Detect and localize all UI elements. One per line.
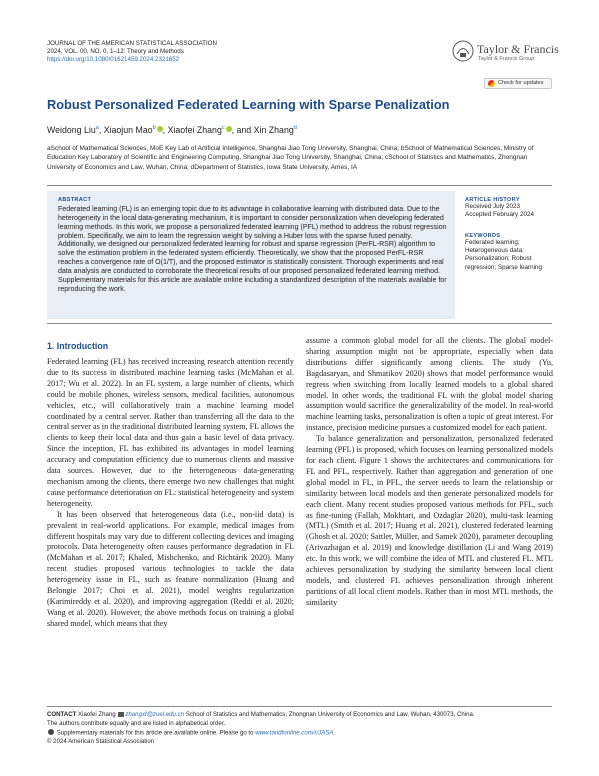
author-note: The authors contribute equally and are listed in alphabetical order. <box>47 720 226 727</box>
keywords-text: Federated learning; Heterogeneous data; Personalization; Robust regression; Sparse learning <box>465 239 543 271</box>
orcid-icon[interactable] <box>157 126 163 132</box>
doi-link[interactable]: https://doi.org/10.1080/01621459.2024.2321652 <box>47 56 180 63</box>
contact-label: CONTACT <box>47 711 77 718</box>
left-column <box>47 357 294 630</box>
author-affil-mark: c <box>221 125 225 132</box>
section-heading: 1. Introduction <box>47 341 109 351</box>
paragraph: It has been observed that heterogeneous data (i.e., non-iid data) is prevalent in real-world applications. For example, medical images from different hospitals may vary due to different collecting devices and imaging protocols. Data heterogeneity often causes performance degradation in FL (McMahan et al. 2017; Khaled, Mishchenko, and Richtárik 2020). Many recent studies proposed various technologies to tackle the data heterogeneity issue in FL, such as feature normalization (Huang and Belongie 2017; Choi et al. 2021), model weights regularization (Karimireddy et al. 2020), and improving aggregation (Reddi et al. 2020; Wang et al. 2020). However, the above methods focus on training a global shared model, which means that they <box>47 509 294 628</box>
journal-volume: 2024, VOL. 00, NO. 0, 1–12: Theory and Methods <box>47 48 184 55</box>
check-updates-label: Check for updates <box>498 80 544 86</box>
supplementary-icon <box>48 729 54 735</box>
journal-header <box>47 40 217 64</box>
received-date: Received July 2023 <box>465 203 520 210</box>
author-affil-mark: a <box>95 125 99 132</box>
paragraph: assume a common global model for all the clients. The global model-sharing assumption might not be appropriate, especially when data distributions differ significantly among clients. The study (Yu, Bagdasaryan, and Shmatikov 2020) shows that model performance would regress when switching from locally learned models to a global shared model. In other words, the traditional FL with the global model sharing assumption would sacrifice the generalizability of the model. In real-world machine learning tasks, personalization is often a topic of great interest. For instance, precision medicine pursues a customized model for each patient. <box>306 336 553 433</box>
paragraph: To balance generalization and personalization, personalized federated learning (PFL) is proposed, which focuses on learning personalized models for each client. Figure 1 shows the architectures and communications for FL and PFL, respectively. Rather than aggregation and generation of one global model in FL, in PFL, the server needs to learn the relationship or similarity between local models and then generate personalized models for each client. Many recent studies proposed various methods for PFL, such as fine-tuning (Fallah, Mokhtari, and Ozdaglar 2020), multi-task learning (MTL) (Smith et al. 2017; Huang et al. 2021), clustered federated learning (Ghosh et al. 2020; Sattler, Müller, and Samek 2020), parameter decoupling (Arivazhagan et al. 2019) and knowledge distillation (Li and Wang 2019) etc. In this work, we will combine the idea of MTL and clustered FL. MTL achieves personalization by studying the similarity between local client models, and clustered FL achieves personalization through inherent partitions of all local client models. Rather than in most MTL methods, the similarity <box>306 434 553 607</box>
keywords-heading: KEYWORDS <box>465 233 501 239</box>
right-column <box>306 336 553 609</box>
crossmark-icon <box>488 80 495 87</box>
author-affil-mark: b <box>152 125 156 132</box>
author-name: Xiaojun Mao <box>103 125 153 135</box>
keywords <box>465 233 557 272</box>
paragraph: Federated learning (FL) has received increasing research attention recently due to its success in distributed machine learning tasks (McMahan et al. 2017; Wu et al. 2022). In an FL system, a large number of clients, which could be mobile phones, wireless sensors, medical facilities, autonomous vehicles, etc., will collaboratively train a machine learning model coordinated by a central server. Rather than transferring all the data to the central server as in the traditional distributed learning system, FL allows the clients to keep their local data and thus gain a basic level of data privacy. Since the inception, FL has exhibited its advantages in model learning accuracy and computation efficiency due to numerous clients and massive data sources. However, due to the heterogeneous data-generating mechanism among the clients, there emerge two new challenges that might cause performance deterioration on FL: statistical heterogeneity and system heterogeneity. <box>47 357 294 508</box>
taylor-francis-icon <box>452 40 474 62</box>
history-heading: ARTICLE HISTORY <box>465 197 520 203</box>
contact-line <box>47 711 557 719</box>
accepted-date: Accepted February 2024 <box>465 211 534 219</box>
article-history <box>465 197 557 219</box>
author-affil-mark: d <box>293 125 297 132</box>
publisher-logo <box>452 40 562 66</box>
supp-link[interactable]: www.tandfonline.com/r/JASA. <box>255 729 336 737</box>
journal-name: JOURNAL OF THE AMERICAN STATISTICAL ASSOCIATION <box>47 40 217 47</box>
author-name: Weidong Liu <box>47 125 96 135</box>
publisher-name: Taylor & Francis <box>477 42 559 56</box>
contact-email[interactable]: zhangxf@zuel.edu.cn <box>125 711 185 718</box>
divider <box>47 185 552 186</box>
publisher-subname: Taylor & Francis Group <box>478 56 535 62</box>
divider <box>47 323 552 324</box>
affiliations: aSchool of Mathematical Sciences, MoE Key Lab of Artificial Intelligence, Shanghai Jiao Tong University, Shanghai, China; bSchool of Mathematical Sciences, Ministry of Education Key Laboratory of Scientific and Engineering Computing, Shanghai Jiao Tong University, Shanghai, China; cSchool of Statistics and Mathematics, Zhongnan University of Economics and Law, Wuhan, China; dDepartment of Statistics, Iowa State University, Ames, IA <box>47 145 534 171</box>
email-icon <box>118 712 124 717</box>
copyright: © 2024 American Statistical Association <box>47 738 155 745</box>
supplementary-note <box>47 729 335 738</box>
author-list: Weidong Liu$^a$, Xiaojun Mao$^b$ , Xiaofei Zhang$^c$ , and Xin Zhang$^d$ <box>47 125 297 135</box>
abstract-text: Federated learning (FL) is an emerging topic due to its advantage in collaborative learning with distributed data. Due to the heterogeneity in the local data-generating mechanism, it is important to consider personalization when developing federated learning methods. In this work, we propose a personalized federated learning (PFL) method to address the robust regression problem. Specifically, we aim to learn the regression weight by solving a Huber loss with the sparse fused penalty. Additionally, we designed our personalized federated learning for robust and sparse regression (PerFL-RSR) algorithm to solve the estimation problem in the federated system efficiently. Theoretically, we show that the proposed PerFL-RSR reaches a convergence rate of O(1/T), and the proposed estimator is statistically consistent. Thorough experiments and real data analysis are conducted to corroborate the theoretical results of our proposed personalized federated learning method. Supplementary materials for this article are available online including a standardized description of the materials available for reproducing the work. <box>58 206 447 293</box>
contact-name: Xiaofei Zhang <box>78 711 116 718</box>
footer-divider <box>47 706 552 707</box>
supp-text: Supplementary materials for this article are available online. Please go to <box>56 729 254 737</box>
contact-address: School of Statistics and Mathematics, Zhongnan University of Economics and Law, Wuhan, 430073, China. <box>185 711 475 718</box>
abstract-heading: ABSTRACT <box>58 197 92 203</box>
check-updates-button[interactable] <box>484 78 552 89</box>
orcid-icon[interactable] <box>226 126 232 132</box>
author-name: Xin Zhang <box>253 125 294 135</box>
article-title: Robust Personalized Federated Learning with Sparse Penalization <box>47 97 450 112</box>
author-name: Xiaofei Zhang <box>167 125 222 135</box>
